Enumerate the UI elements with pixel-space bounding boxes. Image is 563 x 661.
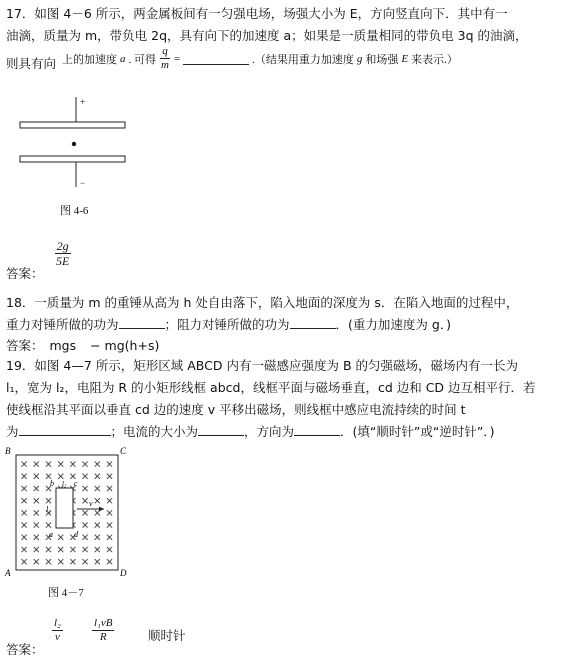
q17-get-label: . 可得 [128, 53, 156, 66]
label-B: B [5, 446, 11, 456]
label-l2: l₂ [62, 480, 67, 488]
q19-blank-3 [294, 423, 340, 436]
q18-line-1: 18．一质量为 m 的重锤从高为 h 处自由落下，陷入地面的深度为 s．在陷入地面的过程中， [6, 295, 519, 310]
q18-answer-2: − mg(h+s) [90, 338, 160, 353]
q19-line-2: l₁，宽为 l₂，电阻为 R 的小矩形线框 abcd，线框平面与磁场垂直，cd 边和 CD 边互相平行．若 [6, 380, 536, 395]
q17-line-2: 油滴，质量为 m，带负电 2q，具有向下的加速度 a；如果是一质量相同的带负电 3q 的油滴， [6, 28, 528, 43]
q19-answer-3: 顺时针 [148, 628, 186, 643]
figure-4-7-diagram [4, 444, 134, 578]
q18-answer-1: mgs [49, 338, 77, 353]
q17-frac-den: m [161, 59, 169, 71]
label-d: d [74, 530, 78, 539]
label-A: A [5, 568, 11, 578]
q17-frac-num: q [162, 45, 168, 57]
q19-line-4 [6, 422, 494, 440]
q19-line-1: 19．如图 4—7 所示，矩形区域 ABCD 内有一磁感应强度为 B 的匀强磁场，磁场内有一长为 [6, 358, 518, 373]
q19-answer-2 [92, 618, 114, 643]
q17-answer-den: 5E [56, 254, 70, 268]
q18-blank-1 [119, 316, 165, 329]
q19-answer-1-den: v [55, 631, 60, 643]
top-plate [20, 122, 125, 128]
q19-line-4-d: ．(填“顺时针”或“逆时针”．) [340, 424, 495, 439]
q19-answer-1 [52, 618, 63, 643]
q17-var-a: a [120, 52, 126, 65]
label-v: v [89, 499, 93, 508]
oil-drop [72, 142, 76, 146]
q17-and-label: 和场强 [365, 53, 399, 66]
q18-blank-2 [290, 316, 336, 329]
q17-line-3-start: 则具有向 [6, 56, 57, 71]
q17-answer-num: 2g [56, 239, 69, 253]
q17-tail: 来表示.） [411, 53, 458, 66]
bottom-plate [20, 156, 125, 162]
q17-q-over-m [159, 46, 171, 71]
q18-answer-row [6, 336, 159, 354]
q19-answer-2-den: R [99, 631, 107, 643]
q17-line-3-rest [62, 46, 458, 71]
q19-line-4-c: ，方向为 [244, 424, 295, 439]
q18-line-2 [6, 315, 451, 333]
minus-sign: − [80, 178, 86, 188]
label-l1: l₁ [46, 505, 52, 514]
coil-frame-abcd [56, 488, 73, 528]
q19-blank-1 [19, 423, 111, 436]
plus-sign: + [80, 97, 86, 107]
q17-equals: = [173, 52, 181, 65]
q19-blank-2 [198, 423, 244, 436]
q19-line-4-b: ；电流的大小为 [110, 424, 199, 439]
label-a: a [49, 530, 53, 539]
q19-line-3: 使线框沿其平面以垂直 cd 边的速度 v 平移出磁场，则线框中感应电流持续的时间 t [6, 402, 466, 417]
q19-line-4-a: 为 [6, 424, 19, 439]
q19-answer-2-num: l₁vB [94, 617, 113, 629]
figure-4-6-diagram [14, 92, 134, 194]
q17-answer-label: 答案： [6, 266, 44, 281]
q17-answer-blank [183, 52, 249, 65]
q18-line-2-c: ．(重力加速度为 g．) [335, 317, 451, 332]
q17-answer-fraction [54, 240, 71, 267]
label-C: C [120, 446, 127, 456]
q17-line-3-post: .（结果用重力加速度 [252, 53, 354, 66]
label-b: b [50, 479, 54, 488]
label-D: D [120, 568, 127, 578]
q17-line-3-mid: 上的加速度 [62, 53, 117, 66]
figure-4-7-caption: 图 4－7 [48, 587, 84, 599]
label-c: c [74, 479, 78, 488]
q18-answer-label: 答案： [6, 338, 44, 353]
q17-var-E: E [401, 52, 409, 65]
q19-answer-label: 答案： [6, 642, 44, 657]
q17-line-1: 17．如图 4－6 所示，两金属板间有一匀强电场，场强大小为 E，方向竖直向下．其中有一 [6, 6, 508, 21]
q19-answer-1-num: l₂ [54, 617, 61, 629]
figure-4-6-caption: 图 4-6 [60, 205, 89, 217]
q18-line-2-a: 重力对锤所做的功为 [6, 317, 119, 332]
q18-line-2-b: ；阻力对锤所做的功为 [164, 317, 290, 332]
q17-var-g: g [356, 52, 363, 65]
